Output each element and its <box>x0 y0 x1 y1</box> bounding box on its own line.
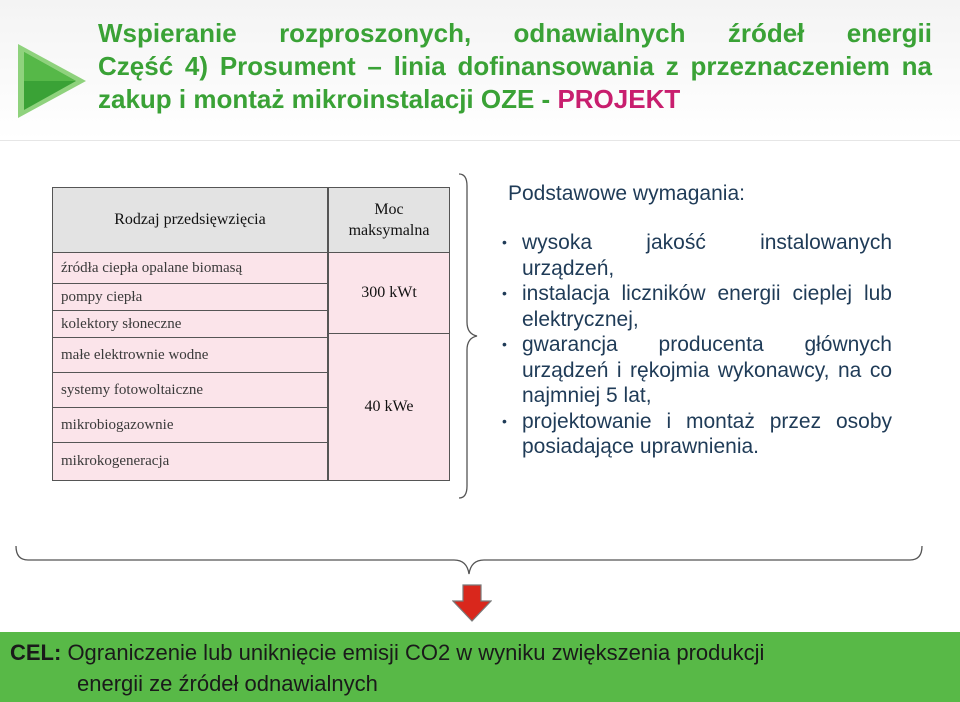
table-row: systemy fotowoltaiczne <box>53 373 327 408</box>
title-accent-projekt: PROJEKT <box>557 84 681 114</box>
table-row: kolektory słoneczne <box>53 311 327 338</box>
right-curly-brace <box>455 172 479 500</box>
requirements-list <box>502 230 892 460</box>
max-power-header-line1: Moc <box>374 201 404 218</box>
table-row: mikrokogeneracja <box>61 453 170 469</box>
down-arrow-icon <box>452 584 492 622</box>
table-row: pompy ciepła <box>53 284 327 311</box>
requirements-heading: Podstawowe wymagania: <box>508 182 745 205</box>
list-item: • projektowanie i montaż przez osoby posiadające uprawnienia. <box>502 409 892 458</box>
list-item: • instalacja liczników energii cieplej lub elektrycznej, <box>502 282 892 331</box>
title-line-2: Część 4) Prosument – linia dofinansowania z przeznaczeniem na <box>98 51 932 81</box>
bullet-icon: • <box>502 412 507 429</box>
max-power-heat-value: 300 kWt <box>329 253 449 334</box>
page-title <box>98 17 932 116</box>
table-row: źródła ciepła opalane biomasą <box>53 253 327 284</box>
bullet-icon: • <box>502 285 507 301</box>
bullet-icon: • <box>502 234 507 250</box>
project-types-header: Rodzaj przedsięwzięcia <box>53 188 327 253</box>
max-power-table <box>328 187 450 481</box>
list-item: • wysoka jakość instalowanych urządzeń, <box>502 231 892 280</box>
table-row: małe elektrownie wodne <box>53 338 327 373</box>
requirements-block <box>502 182 892 460</box>
project-types-table <box>52 187 328 481</box>
max-power-header <box>329 188 449 253</box>
table-row: mikrobiogazownie <box>53 408 327 443</box>
goal-banner <box>0 632 960 702</box>
title-line-3-text: zakup i montaż mikroinstalacji OZE - <box>98 84 558 114</box>
title-line-3 <box>98 83 932 116</box>
bullet-icon: • <box>502 336 507 352</box>
green-play-logo-icon <box>10 40 90 122</box>
list-item: • gwarancja producenta głównych urządzeń i rękojmia wykonawcy, na co najmniej 5 lat, <box>502 333 892 407</box>
goal-text-line-2: energii ze źródeł odnawialnych <box>77 671 378 696</box>
max-power-electric-value: 40 kWe <box>364 398 414 415</box>
goal-text-line-1: Ograniczenie lub uniknięcie emisji CO2 w wyniku zwiększenia produkcji <box>61 640 765 665</box>
bottom-curly-brace <box>14 542 924 578</box>
goal-line-1 <box>10 638 944 667</box>
title-line-1: Wspieranie rozproszonych, odnawialnych źródeł energii <box>98 18 932 48</box>
goal-label: CEL: <box>10 640 62 665</box>
max-power-header-line2: maksymalna <box>348 222 430 239</box>
